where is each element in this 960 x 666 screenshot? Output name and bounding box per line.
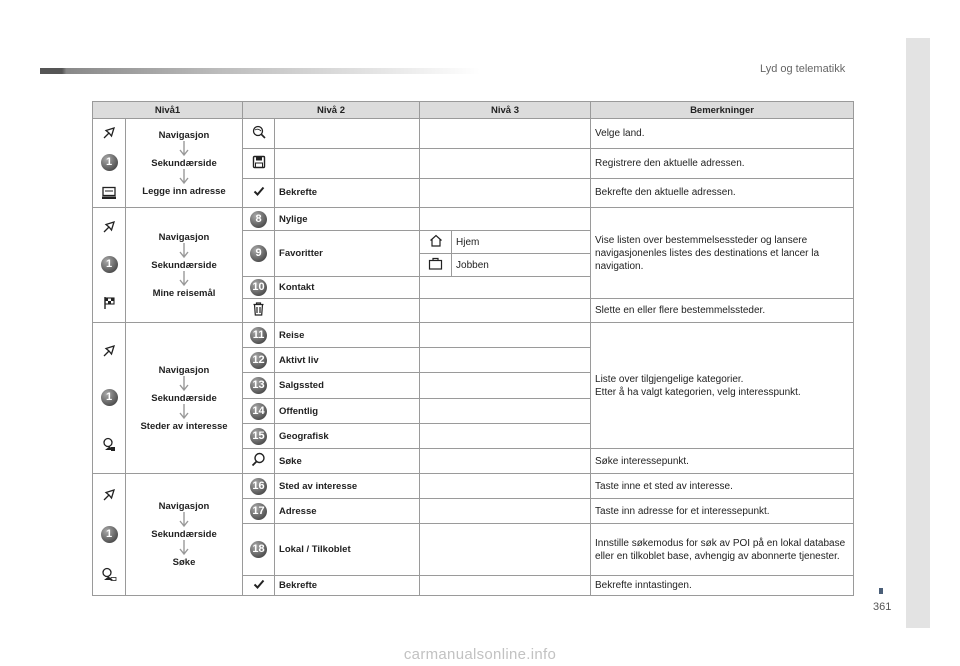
step-badge: 1 (101, 256, 118, 273)
nav-third: Søke (172, 557, 196, 568)
nav-first: Navigasjon (158, 129, 210, 141)
level2-cell: Aktivt liv (275, 348, 420, 373)
level3-cell (420, 399, 591, 424)
destination-flag-icon (102, 296, 116, 310)
nav-first: Navigasjon (158, 364, 210, 376)
work-cell (420, 254, 452, 277)
poi-icon (102, 437, 117, 452)
level3-cell (420, 373, 591, 399)
level3-cell (420, 474, 591, 499)
arrow-down-icon (179, 404, 189, 421)
level3-cell (420, 524, 591, 576)
header-row (93, 102, 854, 119)
nav-third: Legge inn adresse (142, 185, 226, 197)
search-icon (251, 452, 266, 467)
remark-cell: Vise listen over bestemmelsessteder og lansere navigasjonenles listes des destinations et lancer la navigation. (591, 208, 854, 299)
step-badge: 10 (250, 279, 267, 296)
poi-search-icon (101, 567, 117, 582)
badge-cell (243, 474, 275, 499)
step-badge: 11 (250, 327, 267, 344)
level3-cell (420, 323, 591, 348)
remark-cell: Registrere den aktuelle adressen. (591, 149, 854, 178)
nav-second: Sekundærside (151, 259, 217, 271)
nav-path (126, 474, 243, 596)
save-cell (243, 149, 275, 178)
watermark: carmanualsonline.info (403, 646, 557, 663)
badge-cell (243, 323, 275, 348)
level2-cell (275, 149, 420, 178)
page-marker (879, 588, 883, 594)
nav-first: Navigasjon (158, 231, 210, 243)
level2-cell: Geografisk (275, 424, 420, 449)
level2-cell: Lokal / Tilkoblet (275, 524, 420, 576)
level3-cell (420, 576, 591, 596)
level3-cell (420, 449, 591, 474)
remark-cell: Taste inn adresse for et interessepunkt. (591, 499, 854, 524)
nav-arrow-icon (102, 344, 116, 358)
badge-cell (243, 373, 275, 399)
page-number: 361 (873, 601, 892, 613)
nav-second: Sekundærside (151, 529, 217, 540)
step-badge: 17 (250, 503, 267, 520)
step-badge: 8 (250, 211, 267, 228)
save-icon (252, 155, 266, 169)
step-badge: 14 (250, 403, 267, 420)
arrow-down-icon (179, 141, 189, 158)
level2-cell: Bekrefte (275, 178, 420, 207)
arrow-down-icon (179, 243, 189, 260)
nav-arrow-icon (102, 126, 116, 140)
badge-cell (243, 231, 275, 277)
address-entry-icon (101, 186, 117, 200)
level1-icons (93, 119, 126, 208)
arrow-down-icon (179, 512, 189, 529)
badge-cell (243, 399, 275, 424)
nav-arrow-icon (102, 488, 116, 502)
trash-cell (243, 299, 275, 323)
trash-icon (252, 302, 265, 316)
level3-cell: Jobben (452, 254, 591, 277)
arrow-down-icon (179, 376, 189, 393)
arrow-down-icon (179, 271, 189, 288)
header-remarks: Bemerkninger (591, 102, 854, 119)
remark-cell (591, 323, 854, 449)
nav-second: Sekundærside (151, 392, 217, 404)
badge-cell (243, 208, 275, 231)
table-row (93, 119, 854, 149)
step-badge: 1 (101, 526, 118, 543)
level2-cell: Kontakt (275, 277, 420, 299)
remark-cell: Taste inne et sted av interesse. (591, 474, 854, 499)
remark-line: Liste over tilgjengelige kategorier. (595, 373, 744, 385)
step-badge: 1 (101, 389, 118, 406)
step-badge: 1 (101, 154, 118, 171)
level2-cell: Reise (275, 323, 420, 348)
home-icon (429, 234, 443, 247)
level2-cell: Søke (275, 449, 420, 474)
nav-path (126, 208, 243, 323)
header-level2: Nivå 2 (243, 102, 420, 119)
level3-cell (420, 277, 591, 299)
work-icon (428, 257, 443, 270)
step-badge: 18 (250, 541, 267, 558)
level3-cell (420, 424, 591, 449)
section-title: Lyd og telematikk (760, 63, 846, 75)
level2-cell: Nylige (275, 208, 420, 231)
level3-cell (420, 178, 591, 207)
nav-arrow-icon (102, 220, 116, 234)
badge-cell (243, 524, 275, 576)
remark-cell: Velge land. (591, 119, 854, 149)
nav-path (126, 119, 243, 208)
table-row (93, 474, 854, 499)
level2-cell: Offentlig (275, 399, 420, 424)
table-row (93, 323, 854, 348)
level1-icons (93, 208, 126, 323)
level2-cell: Adresse (275, 499, 420, 524)
level2-cell: Sted av interesse (275, 474, 420, 499)
step-badge: 12 (250, 352, 267, 369)
nav-first: Navigasjon (158, 501, 210, 512)
header-gradient-bar (40, 68, 480, 74)
badge-cell (243, 499, 275, 524)
step-badge: 13 (250, 377, 267, 394)
level2-cell (275, 119, 420, 149)
menu-table (92, 101, 854, 596)
step-badge: 16 (250, 478, 267, 495)
level2-cell (275, 299, 420, 323)
level1-icons (93, 323, 126, 474)
remark-cell: Bekrefte inntastingen. (591, 576, 854, 596)
level3-cell (420, 348, 591, 373)
header-level1: Nivå1 (93, 102, 243, 119)
check-icon (253, 185, 265, 197)
remark-cell: Søke interessepunkt. (591, 449, 854, 474)
badge-cell (243, 277, 275, 299)
header-level3: Nivå 3 (420, 102, 591, 119)
nav-second: Sekundærside (151, 157, 217, 169)
level2-cell: Salgssted (275, 373, 420, 399)
check-cell (243, 576, 275, 596)
table-row (93, 208, 854, 231)
badge-cell (243, 348, 275, 373)
home-cell (420, 231, 452, 254)
search-cell (243, 449, 275, 474)
remark-cell: Bekrefte den aktuelle adressen. (591, 178, 854, 207)
country-cell (243, 119, 275, 149)
level2-cell: Bekrefte (275, 576, 420, 596)
remark-cell: Slette en eller flere bestemmelssteder. (591, 299, 854, 323)
nav-path (126, 323, 243, 474)
remark-cell: Innstille søkemodus for søk av POI på en lokal database eller en tilkoblet base, avhengig av abonnerte tjenester. (591, 524, 854, 576)
side-tab-strip (906, 38, 930, 628)
step-badge: 9 (250, 245, 267, 262)
level3-cell (420, 499, 591, 524)
level3-cell: Hjem (452, 231, 591, 254)
level1-icons (93, 474, 126, 596)
nav-third: Mine reisemål (152, 287, 216, 299)
level3-cell (420, 119, 591, 149)
level3-cell (420, 208, 591, 231)
arrow-down-icon (179, 169, 189, 186)
nav-third: Steder av interesse (140, 420, 228, 432)
arrow-down-icon (179, 540, 189, 557)
level3-cell (420, 149, 591, 178)
check-icon (253, 578, 265, 590)
level3-cell (420, 299, 591, 323)
remark-line: Etter å ha valgt kategorien, velg interesspunkt. (595, 386, 801, 398)
check-cell (243, 178, 275, 207)
step-badge: 15 (250, 428, 267, 445)
badge-cell (243, 424, 275, 449)
country-icon (251, 125, 267, 139)
level2-cell: Favoritter (275, 231, 420, 277)
